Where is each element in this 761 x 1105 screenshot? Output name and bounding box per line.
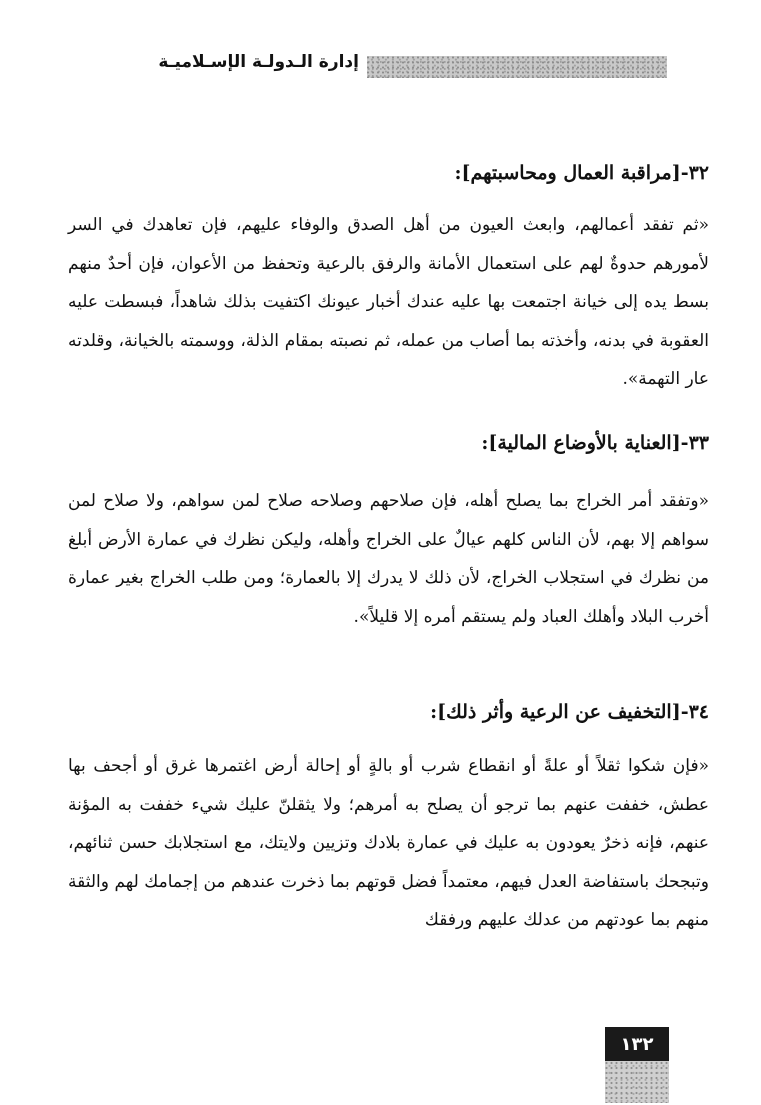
section-heading-32: ٣٢-[مراقبة العمال ومحاسبتهم]:	[454, 162, 709, 184]
page-number: ١٣٢	[605, 1027, 669, 1061]
header-decorative-bar	[367, 56, 667, 78]
section-paragraph-33: «وتفقد أمر الخراج بما يصلح أهله، فإن صلاحهم وصلاحه صلاح لمن سواهم، ولا صلاح لمن سواهم إلا بهم، لأن الناس كلهم عيالٌ على الخراج وأهله، وليكن نظرك في عمارة الأرض أبلغ من نظرك في استجلاب الخراج، لأن ذلك لا يدرك إلا بالعمارة؛ ومن طلب الخراج بغير عمارة أخرب البلاد وأهلك العباد ولم يستقم أمره إلا قليلاً».	[68, 491, 709, 627]
section-heading-34: ٣٤-[التخفيف عن الرعية وأثر ذلك]:	[430, 701, 709, 723]
section-paragraph-32: «ثم تفقد أعمالهم، وابعث العيون من أهل الصدق والوفاء عليهم، فإن تعاهدك في السر لأمورهم حدوةٌ لهم على استعمال الأمانة والرفق بالرعية وتحفظ من الأعوان، فإن أحدٌ منهم بسط يده إلى خيانة اجتمعت بها عليه عندك أخبار عيونك اكتفيت بذلك شاهداً، فبسطت عليه العقوبة في بدنه، وأخذته بما أصاب من عمله، ثم نصبته بمقام الذلة، ووسمته بالخيانة، وقلدته عار التهمة».	[68, 215, 709, 390]
section-paragraph-34: «فإن شكوا ثقلاً أو علةً أو انقطاع شرب أو بالةٍ أو إحالة أرض اغتمرها غرق أو أجحف بها عطش، خففت عنهم بما ترجو أن يصلح به أمرهم؛ ولا يثقلنّ عليك شيء خففت به المؤنة عنهم، فإنه ذخرٌ يعودون به عليك في عمارة بلادك وتزيين ولايتك، مع استجلابك حسن ثنائهم، وتبجحك باستفاضة العدل فيهم، معتمداً فضل قوتهم بما ذخرت عندهم من إجمامك لهم والثقة منهم بما عودتهم من عدلك عليهم ورفقك	[68, 756, 709, 931]
section-heading-33: ٣٣-[العناية بالأوضاع المالية]:	[481, 432, 709, 454]
page-number-decorative-shade	[605, 1061, 669, 1103]
running-header-title: إدارة الـدولـة الإسـلاميـة	[158, 52, 359, 72]
